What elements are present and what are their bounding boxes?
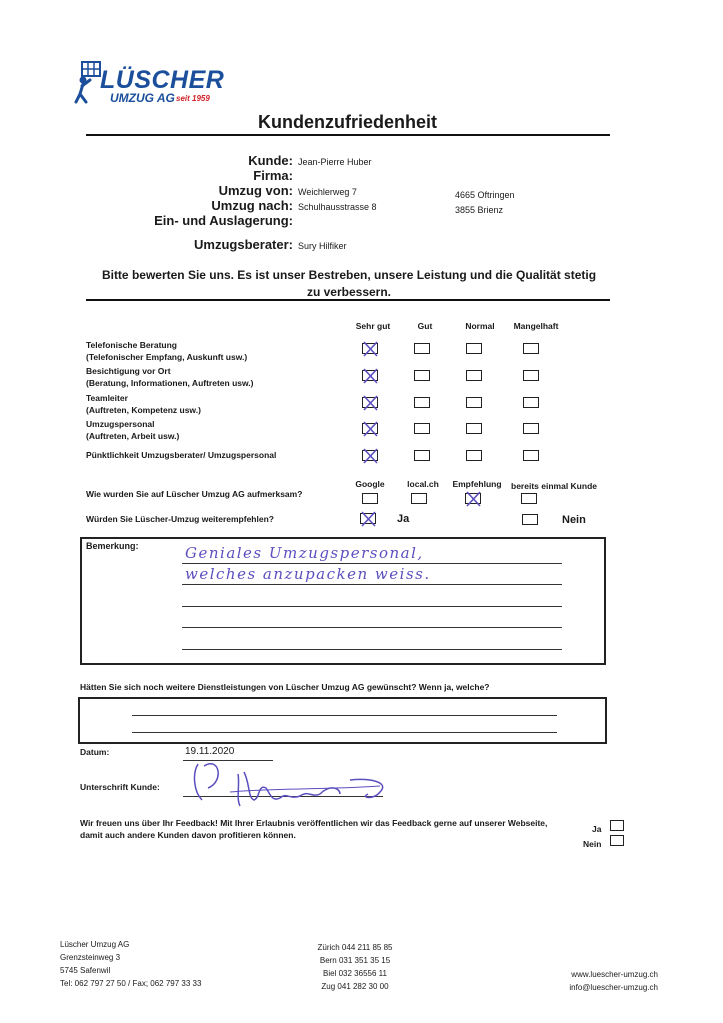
row-title: Besichtigung vor Ort [86,366,171,376]
services-line [132,732,557,733]
remark-handwriting-line1: Geniales Umzugspersonal, [185,544,424,562]
kunde-label: Kunde: [248,153,293,168]
recommend-yes-checkbox[interactable] [360,513,376,524]
row-subtitle: (Auftreten, Arbeit usw.) [86,431,180,441]
rating-checkbox[interactable] [414,423,430,434]
von-city: 4665 Oftringen [455,190,515,200]
rating-checkbox[interactable] [362,450,378,461]
option-bereits-kunde: bereits einmal Kunde [511,481,597,491]
option-google: Google [355,479,385,489]
company-logo [74,60,234,108]
remark-box [80,537,606,665]
footer-street: Grenzsteinweg 3 [60,953,121,962]
x-mark-icon [362,448,380,464]
nach-value: Schulhausstrasse 8 [298,202,377,212]
von-value: Weichlerweg 7 [298,187,357,197]
services-line [132,715,557,716]
signature-label: Unterschrift Kunde: [80,782,160,792]
col-header-normal: Normal [465,321,495,331]
footer-address [60,938,201,990]
source-checkbox[interactable] [362,493,378,504]
rating-row-label [86,392,201,416]
remark-handwriting-line2: welches anzupacken weiss. [185,565,431,583]
row-subtitle: (Beratung, Informationen, Auftreten usw.) [86,378,254,388]
remark-line [182,606,562,607]
rating-checkbox[interactable] [466,370,482,381]
rating-checkbox[interactable] [523,397,539,408]
rating-checkbox[interactable] [523,423,539,434]
rating-checkbox[interactable] [466,423,482,434]
publish-yes-label: Ja [592,824,602,834]
remark-line [182,649,562,650]
footer-phone: Tel: 062 797 27 50 / Fax; 062 797 33 33 [60,979,202,988]
berater-label: Umzugsberater: [194,237,293,252]
title-rule [86,134,610,136]
col-header-gut: Gut [417,321,433,331]
intro-text: Bitte bewerten Sie uns. Es ist unser Bestreben, unsere Leistung und die Qualität stetig zu verbessern. [101,268,597,299]
x-mark-icon [360,511,378,527]
kunde-value: Jean-Pierre Huber [298,157,372,167]
rating-checkbox[interactable] [523,450,539,461]
rating-row-label [86,449,276,461]
publish-text [80,817,580,841]
footer-email-link[interactable]: info@luescher-umzug.ch [569,983,658,992]
col-header-mangelhaft: Mangelhaft [513,321,559,331]
source-checkbox[interactable] [521,493,537,504]
x-mark-icon [362,368,380,384]
rating-checkbox[interactable] [362,343,378,354]
date-label: Datum: [80,747,110,757]
rating-checkbox[interactable] [362,397,378,408]
lagerung-label: Ein- und Auslagerung: [154,213,293,228]
services-box[interactable] [78,697,607,744]
branch-biel: Biel 032 36556 11 [323,969,387,978]
page-title: Kundenzufriedenheit [258,112,437,132]
x-mark-icon [362,421,380,437]
remark-line [182,584,562,585]
intro-rule [86,299,610,301]
rating-checkbox[interactable] [362,423,378,434]
rating-checkbox[interactable] [466,450,482,461]
x-mark-icon [362,395,380,411]
rating-checkbox[interactable] [466,343,482,354]
rating-checkbox[interactable] [466,397,482,408]
rating-checkbox[interactable] [414,343,430,354]
rating-row-label [86,339,247,363]
x-mark-icon [465,491,483,507]
row-title: Teamleiter [86,393,128,403]
row-subtitle: (Auftreten, Kompetenz usw.) [86,405,201,415]
publish-text-line1: Wir freuen uns über Ihr Feedback! Mit Ihrer Erlaubnis veröffentlichen wir das Feedback gerne auf unserer Webseite, [80,818,548,828]
remark-label: Bemerkung: [86,541,139,551]
remark-line [182,563,562,564]
rating-checkbox[interactable] [362,370,378,381]
publish-yes-checkbox[interactable] [610,820,624,831]
branch-zurich: Zürich 044 211 85 85 [317,943,393,952]
option-empfehlung: Empfehlung [452,479,502,489]
recommend-yes-label: Ja [397,513,410,525]
footer-website-link[interactable]: www.luescher-umzug.ch [571,970,658,979]
nach-label: Umzug nach: [211,198,293,213]
rating-checkbox[interactable] [414,397,430,408]
source-checkbox[interactable] [465,493,481,504]
rating-checkbox[interactable] [523,343,539,354]
branch-zug: Zug 041 282 30 00 [321,982,389,991]
signature-drawing [190,754,390,812]
footer-company: Lüscher Umzug AG [60,940,130,949]
source-question: Wie wurden Sie auf Lüscher Umzug AG aufmerksam? [86,489,303,499]
branch-bern: Bern 031 351 35 15 [319,956,391,965]
logo-subtitle: UMZUG AG [110,91,175,105]
row-subtitle: (Telefonischer Empfang, Auskunft usw.) [86,352,248,362]
recommend-no-checkbox[interactable] [522,514,538,525]
logo-name: LÜSCHER [100,66,225,94]
recommend-no-label: Nein [562,514,586,526]
rating-row-label [86,418,179,442]
von-label: Umzug von: [218,183,293,198]
date-value: 19.11.2020 [185,746,235,757]
rating-row-label [86,365,253,389]
nach-city: 3855 Brienz [455,205,504,215]
recommend-question: Würden Sie Lüscher-Umzug weiterempfehlen? [86,514,274,524]
footer-branches [300,941,410,993]
row-title: Umzugspersonal [86,419,155,429]
publish-no-label: Nein [583,839,602,849]
firma-label: Firma: [253,168,293,183]
rating-checkbox[interactable] [523,370,539,381]
source-checkbox[interactable] [411,493,427,504]
rating-checkbox[interactable] [414,450,430,461]
logo-since: seit 1959 [176,94,210,103]
rating-checkbox[interactable] [414,370,430,381]
publish-text-line2: damit auch andere Kunden davon profitieren können. [80,830,296,840]
row-title: Telefonische Beratung [86,340,177,350]
footer-web [540,968,658,994]
x-mark-icon [362,341,380,357]
services-question: Hätten Sie sich noch weitere Dienstleistungen von Lüscher Umzug AG gewünscht? Wenn ja, welche? [80,682,490,692]
row-title: Pünktlichkeit Umzugsberater/ Umzugspersonal [86,450,277,460]
col-header-sehr-gut: Sehr gut [355,321,391,331]
footer-city: 5745 Safenwil [60,966,111,975]
publish-no-checkbox[interactable] [610,835,624,846]
remark-line [182,627,562,628]
berater-value: Sury Hilfiker [298,241,347,251]
option-local: local.ch [407,479,439,489]
